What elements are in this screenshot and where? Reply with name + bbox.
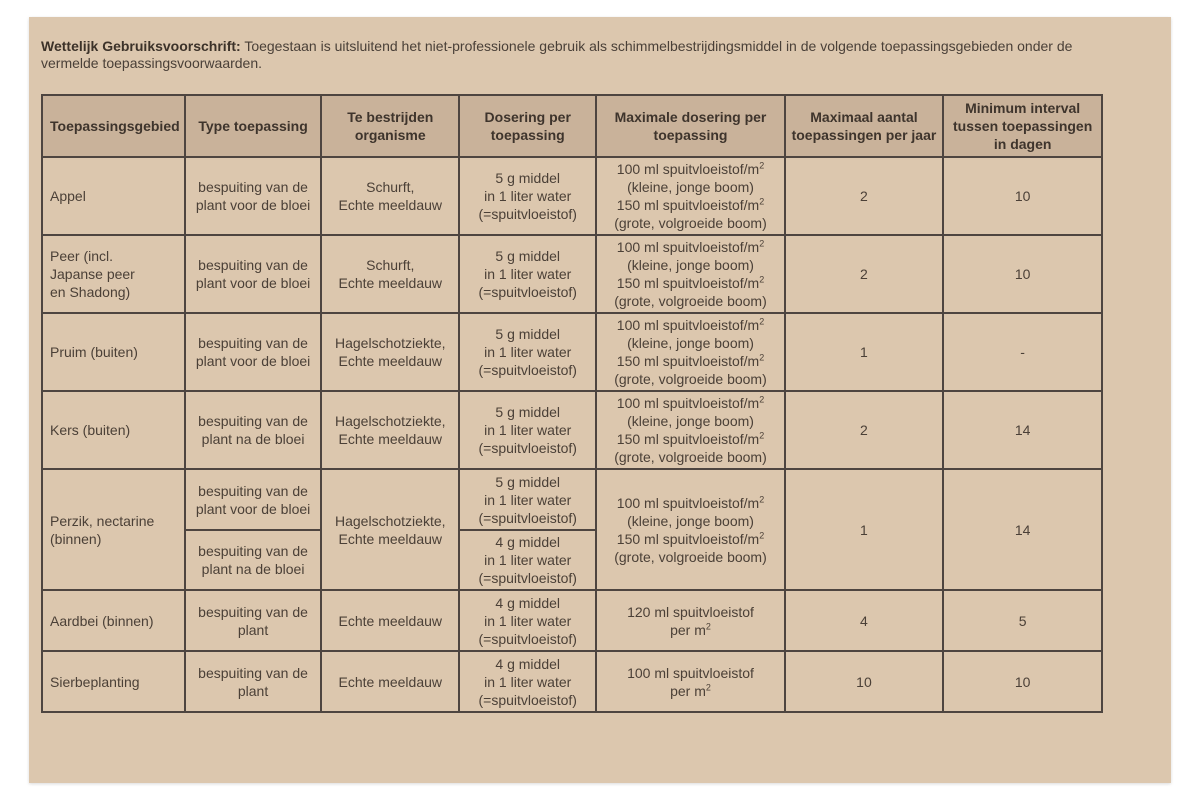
intro-text: Toegestaan is uitsluitend het niet-professionele gebruik als schimmelbestrijdingsmiddel in de volgende toepassingsgebieden onder de vermelde toepassingsvoorwaarden.: [41, 38, 1073, 71]
crop-cell: Sierbeplanting: [42, 651, 185, 712]
max-dose-cell: 120 ml spuitvloeistof per $m^2$: [596, 590, 784, 651]
type-cell: bespuiting van de plant voor de bloei: [185, 313, 322, 391]
max-dose-cell: 100 ml spuitvloeistof per $m^2$: [596, 651, 784, 712]
dose-cell: 5 g middel in 1 liter water (=spuitvloeistof): [459, 235, 596, 313]
organism-cell: Schurft, Echte meeldauw: [321, 235, 459, 313]
organism-cell: Echte meeldauw: [321, 590, 459, 651]
table-row: [42, 651, 1102, 712]
table-row: [42, 235, 1102, 313]
dose-cell: 4 g middel in 1 liter water (=spuitvloeistof): [459, 530, 596, 590]
crop-cell: Peer (incl. Japanse peer en Shadong): [42, 235, 185, 313]
type-cell: bespuiting van de plant: [185, 590, 322, 651]
max-apps-cell: 2: [785, 391, 944, 469]
header-cell: Te bestrijden organisme: [321, 95, 459, 157]
organism-cell: Hagelschotziekte, Echte meeldauw: [321, 313, 459, 391]
header-cell: Type toepassing: [185, 95, 322, 157]
dose-cell: 5 g middel in 1 liter water (=spuitvloeistof): [459, 157, 596, 235]
max-apps-cell: 4: [785, 590, 944, 651]
header-cell: Maximaal aantal toepassingen per jaar: [785, 95, 944, 157]
max-dose-cell: 100 ml spuitvloeistof/$m^2$ (kleine, jonge boom) 150 ml spuitvloeistof/$m^2$ (grote, volgroeide boom): [596, 157, 784, 235]
interval-cell: 5: [943, 590, 1102, 651]
organism-cell: Hagelschotziekte, Echte meeldauw: [321, 469, 459, 590]
max-apps-cell: 2: [785, 157, 944, 235]
type-cell: bespuiting van de plant na de bloei: [185, 391, 322, 469]
dose-cell: 4 g middel in 1 liter water (=spuitvloeistof): [459, 590, 596, 651]
crop-cell: Appel: [42, 157, 185, 235]
type-cell: bespuiting van de plant: [185, 651, 322, 712]
table-row: [42, 157, 1102, 235]
header-cell: Maximale dosering per toepassing: [596, 95, 784, 157]
interval-cell: 10: [943, 157, 1102, 235]
dose-cell: 5 g middel in 1 liter water (=spuitvloeistof): [459, 469, 596, 530]
organism-cell: Echte meeldauw: [321, 651, 459, 712]
header-cell: Dosering per toepassing: [459, 95, 596, 157]
table-row: [42, 391, 1102, 469]
crop-cell: Aardbei (binnen): [42, 590, 185, 651]
max-dose-cell: 100 ml spuitvloeistof/$m^2$ (kleine, jonge boom) 150 ml spuitvloeistof/$m^2$ (grote, volgroeide boom): [596, 391, 784, 469]
interval-cell: -: [943, 313, 1102, 391]
header-cell: Minimum interval tussen toepassingen in dagen: [943, 95, 1102, 157]
interval-cell: 14: [943, 391, 1102, 469]
table-row: [42, 469, 1102, 530]
usage-table: [41, 94, 1103, 713]
type-cell: bespuiting van de plant voor de bloei: [185, 157, 322, 235]
interval-cell: 10: [943, 235, 1102, 313]
organism-cell: Hagelschotziekte, Echte meeldauw: [321, 391, 459, 469]
max-dose-cell: 100 ml spuitvloeistof/$m^2$ (kleine, jonge boom) 150 ml spuitvloeistof/$m^2$ (grote, volgroeide boom): [596, 313, 784, 391]
max-apps-cell: 1: [785, 469, 944, 590]
crop-cell: Perzik, nectarine (binnen): [42, 469, 185, 590]
max-dose-cell: 100 ml spuitvloeistof/$m^2$ (kleine, jonge boom) 150 ml spuitvloeistof/$m^2$ (grote, volgroeide boom): [596, 469, 784, 590]
dose-cell: 5 g middel in 1 liter water (=spuitvloeistof): [459, 313, 596, 391]
organism-cell: Schurft, Echte meeldauw: [321, 157, 459, 235]
crop-cell: Pruim (buiten): [42, 313, 185, 391]
intro-heading: Wettelijk Gebruiksvoorschrift:: [41, 38, 241, 54]
type-cell: bespuiting van de plant voor de bloei: [185, 235, 322, 313]
usage-instructions-intro: [41, 38, 1101, 72]
table-header-row: [42, 95, 1102, 157]
table-row: [42, 313, 1102, 391]
max-apps-cell: 10: [785, 651, 944, 712]
interval-cell: 10: [943, 651, 1102, 712]
dose-cell: 5 g middel in 1 liter water (=spuitvloeistof): [459, 391, 596, 469]
interval-cell: 14: [943, 469, 1102, 590]
max-apps-cell: 1: [785, 313, 944, 391]
type-cell: bespuiting van de plant voor de bloei: [185, 469, 322, 530]
crop-cell: Kers (buiten): [42, 391, 185, 469]
max-apps-cell: 2: [785, 235, 944, 313]
header-cell: Toepassingsgebied: [42, 95, 185, 157]
table-row: [42, 590, 1102, 651]
max-dose-cell: 100 ml spuitvloeistof/$m^2$ (kleine, jonge boom) 150 ml spuitvloeistof/$m^2$ (grote, volgroeide boom): [596, 235, 784, 313]
type-cell: bespuiting van de plant na de bloei: [185, 530, 322, 590]
dose-cell: 4 g middel in 1 liter water (=spuitvloeistof): [459, 651, 596, 712]
